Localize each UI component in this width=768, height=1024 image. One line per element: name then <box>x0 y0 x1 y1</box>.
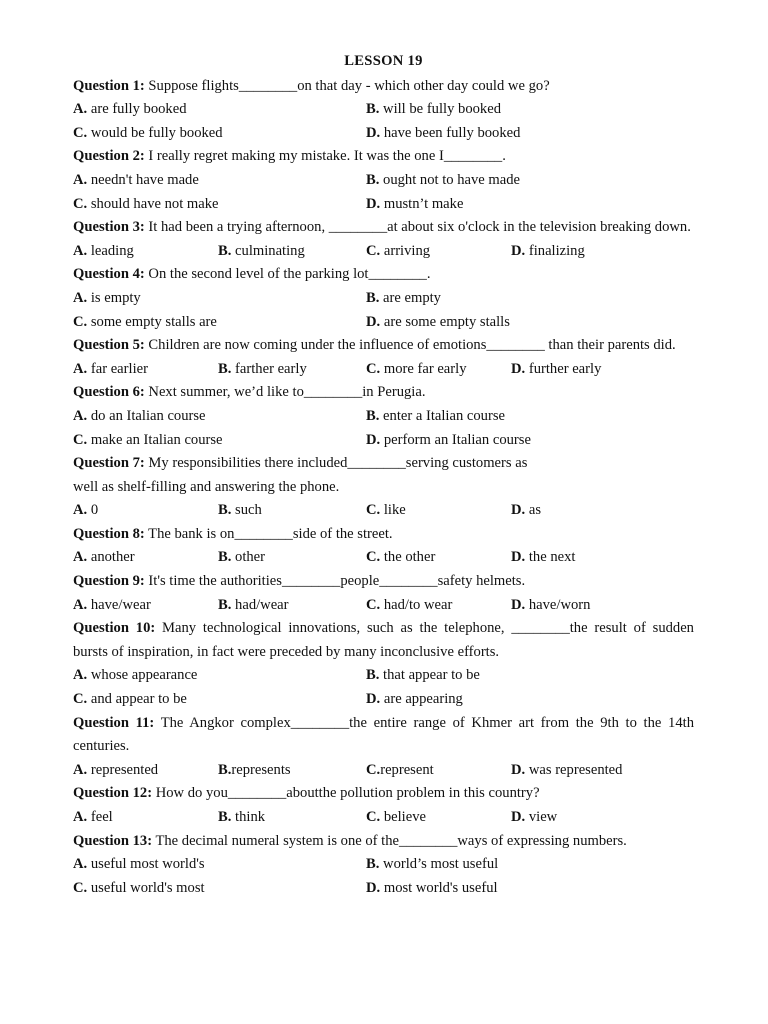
options-row <box>73 405 694 429</box>
option-letter: C. <box>366 596 381 613</box>
question-number: Question 12: <box>73 785 153 802</box>
answer-option-d <box>511 358 661 382</box>
answer-option-a <box>73 287 366 311</box>
question-number: Question 6: <box>73 384 145 401</box>
question-text: On the second level of the parking lot________. <box>144 266 431 283</box>
question-block <box>73 523 694 570</box>
options-row <box>73 193 694 217</box>
question-block <box>73 452 694 523</box>
question-block <box>73 263 694 334</box>
option-text: was represented <box>525 761 623 778</box>
answer-option-b <box>366 169 659 193</box>
option-text: represent <box>380 761 434 778</box>
option-text: are fully booked <box>87 101 187 118</box>
options-row <box>73 546 694 570</box>
option-letter: C. <box>366 809 381 825</box>
option-text: make an Italian course <box>87 431 223 448</box>
question-stem <box>73 830 694 854</box>
answer-option-d <box>511 806 661 830</box>
option-text: mustn’t make <box>380 195 464 212</box>
option-text: have/worn <box>525 596 591 613</box>
option-text: would be fully booked <box>87 124 223 141</box>
option-letter: C. <box>366 761 381 778</box>
option-letter: D. <box>366 431 381 448</box>
option-text: needn't have made <box>87 171 199 188</box>
options-row <box>73 98 694 122</box>
question-block <box>73 830 694 901</box>
option-text: as <box>525 502 542 519</box>
question-text: I really regret making my mistake. It was the one I________. <box>144 148 506 165</box>
question-number: Question 13: <box>73 832 153 849</box>
option-text: believe <box>380 809 426 825</box>
option-letter: C. <box>73 195 88 212</box>
question-stem <box>73 216 694 240</box>
option-letter: A. <box>73 171 88 188</box>
answer-option-d <box>366 193 659 217</box>
question-stem <box>73 617 694 664</box>
answer-option-c <box>366 358 511 382</box>
answer-option-a <box>73 240 218 264</box>
option-text: farther early <box>231 360 307 377</box>
worksheet-page <box>73 50 694 900</box>
option-letter: C. <box>366 502 381 519</box>
options-row <box>73 429 694 453</box>
option-letter: C. <box>73 313 88 330</box>
answer-option-c <box>366 546 511 570</box>
option-letter: C. <box>366 549 381 566</box>
option-letter: D. <box>511 809 526 825</box>
question-block <box>73 216 694 263</box>
question-number: Question 7: <box>73 455 145 472</box>
question-block <box>73 782 694 829</box>
option-letter: D. <box>511 242 526 259</box>
question-number: Question 1: <box>73 77 145 94</box>
question-stem <box>73 381 694 405</box>
option-text: had/to wear <box>380 596 453 613</box>
option-text: most world's useful <box>380 879 498 896</box>
answer-option-b <box>218 594 366 618</box>
options-row <box>73 806 694 830</box>
question-text: It's time the authorities________people________safety helmets. <box>144 573 526 590</box>
option-letter: D. <box>366 195 381 212</box>
answer-option-b <box>366 287 659 311</box>
answer-option-c <box>366 806 511 830</box>
option-letter: B. <box>366 171 380 188</box>
answer-option-b <box>366 664 659 688</box>
option-text: enter a Italian course <box>379 407 505 424</box>
question-text: Next summer, we’d like to________in Perugia. <box>144 384 426 401</box>
option-letter: D. <box>511 596 526 613</box>
option-letter: A. <box>73 667 88 684</box>
answer-option-c <box>366 240 511 264</box>
question-stem <box>73 452 694 476</box>
answer-option-a <box>73 759 218 783</box>
option-text: view <box>525 809 558 825</box>
option-text: feel <box>87 809 113 825</box>
option-letter: D. <box>366 879 381 896</box>
option-letter: D. <box>511 549 526 566</box>
question-stem <box>73 523 694 547</box>
question-stem <box>73 75 694 99</box>
answer-option-b <box>218 240 366 264</box>
option-letter: A. <box>73 761 88 778</box>
question-block <box>73 617 694 711</box>
option-letter: C. <box>73 431 88 448</box>
option-text: other <box>231 549 266 566</box>
option-text: arriving <box>380 242 431 259</box>
option-letter: A. <box>73 502 88 519</box>
options-row <box>73 358 694 382</box>
answer-option-b <box>218 358 366 382</box>
option-text: world’s most useful <box>379 856 499 873</box>
options-row <box>73 311 694 335</box>
option-letter: A. <box>73 360 88 377</box>
option-letter: A. <box>73 289 88 306</box>
option-text: are appearing <box>380 691 463 708</box>
question-text: The bank is on________side of the street. <box>144 525 393 542</box>
option-letter: A. <box>73 242 88 259</box>
option-text: whose appearance <box>87 667 198 684</box>
option-text: culminating <box>231 242 305 259</box>
answer-option-b <box>366 405 659 429</box>
answer-option-c <box>366 594 511 618</box>
option-letter: B. <box>218 761 232 778</box>
option-letter: A. <box>73 596 88 613</box>
options-row <box>73 499 694 523</box>
options-row <box>73 877 694 901</box>
option-letter: A. <box>73 809 88 825</box>
answer-option-d <box>366 877 659 901</box>
option-letter: B. <box>366 289 380 306</box>
question-text: The Angkor complex________the entire range of Khmer art from the 9th to the 14th centuries. <box>73 714 695 755</box>
answer-option-b <box>366 853 659 877</box>
option-text: represents <box>231 761 291 778</box>
answer-option-a <box>73 594 218 618</box>
answer-option-a <box>73 499 218 523</box>
lesson-title: LESSON 19 <box>344 53 423 69</box>
answer-option-d <box>511 594 661 618</box>
question-stem <box>73 570 694 594</box>
answer-option-b <box>218 546 366 570</box>
answer-option-d <box>366 429 659 453</box>
question-number: Question 8: <box>73 525 145 542</box>
question-list <box>73 75 694 901</box>
question-text: How do you________aboutthe pollution problem in this country? <box>152 785 540 802</box>
option-letter: B. <box>218 360 232 377</box>
option-text: have been fully booked <box>380 124 521 141</box>
question-number: Question 5: <box>73 337 145 354</box>
option-letter: D. <box>511 502 526 519</box>
option-text: like <box>380 502 406 519</box>
option-text: useful most world's <box>87 856 205 873</box>
option-text: are empty <box>379 289 441 306</box>
option-letter: B. <box>366 101 380 118</box>
answer-option-d <box>366 122 659 146</box>
answer-option-c <box>366 499 511 523</box>
answer-option-c <box>73 877 366 901</box>
option-letter: B. <box>366 667 380 684</box>
question-number: Question 3: <box>73 219 145 236</box>
option-text: further early <box>525 360 602 377</box>
option-letter: B. <box>366 856 380 873</box>
answer-option-c <box>73 122 366 146</box>
option-letter: B. <box>218 809 232 825</box>
question-block <box>73 381 694 452</box>
option-letter: C. <box>366 360 381 377</box>
option-letter: C. <box>366 242 381 259</box>
question-block <box>73 145 694 216</box>
option-text: another <box>87 549 135 566</box>
option-text: represented <box>87 761 159 778</box>
option-letter: B. <box>218 242 232 259</box>
option-letter: D. <box>511 761 526 778</box>
option-text: do an Italian course <box>87 407 206 424</box>
answer-option-d <box>511 499 661 523</box>
question-number: Question 11: <box>73 714 155 731</box>
answer-option-d <box>366 688 659 712</box>
option-letter: D. <box>366 691 381 708</box>
question-stem <box>73 782 694 806</box>
question-text: Suppose flights________on that day - which other day could we go? <box>144 77 550 94</box>
option-text: had/wear <box>231 596 289 613</box>
option-text: is empty <box>87 289 141 306</box>
option-text: have/wear <box>87 596 151 613</box>
option-text: more far early <box>380 360 467 377</box>
question-stem <box>73 712 694 759</box>
answer-option-a <box>73 806 218 830</box>
answer-option-a <box>73 98 366 122</box>
option-letter: C. <box>73 691 88 708</box>
answer-option-a <box>73 358 218 382</box>
options-row <box>73 122 694 146</box>
answer-option-d <box>511 759 661 783</box>
question-block <box>73 712 694 783</box>
question-text: It had been a trying afternoon, ________at about six o'clock in the television breaking down. <box>144 219 691 236</box>
question-stem <box>73 334 694 358</box>
option-letter: D. <box>366 313 381 330</box>
question-text: Children are now coming under the influence of emotions________ than their parents did. <box>144 337 676 354</box>
option-text: far earlier <box>87 360 148 377</box>
options-row <box>73 664 694 688</box>
options-row <box>73 759 694 783</box>
option-letter: D. <box>366 124 381 141</box>
answer-option-b <box>218 806 366 830</box>
option-text: such <box>231 502 262 519</box>
options-row <box>73 240 694 264</box>
question-number: Question 9: <box>73 573 145 590</box>
answer-option-d <box>366 311 659 335</box>
option-text: the next <box>525 549 576 566</box>
option-letter: B. <box>366 407 380 424</box>
question-block <box>73 75 694 146</box>
option-text: should have not make <box>87 195 219 212</box>
answer-option-d <box>511 546 661 570</box>
answer-option-c <box>73 193 366 217</box>
options-row <box>73 688 694 712</box>
answer-option-c <box>73 311 366 335</box>
answer-option-a <box>73 546 218 570</box>
answer-option-a <box>73 169 366 193</box>
answer-option-c <box>366 759 511 783</box>
option-letter: B. <box>218 596 232 613</box>
option-letter: D. <box>511 360 526 377</box>
answer-option-a <box>73 664 366 688</box>
answer-option-b <box>366 98 659 122</box>
question-text: Many technological innovations, such as the telephone, ________the result of sudden bursts of inspiration, in fact were preceded by many inconclusive efforts. <box>73 620 694 660</box>
option-text: ought not to have made <box>379 171 521 188</box>
option-text: that appear to be <box>379 667 480 684</box>
answer-option-b <box>218 759 366 783</box>
option-letter: B. <box>218 549 232 566</box>
answer-option-b <box>218 499 366 523</box>
answer-option-c <box>73 688 366 712</box>
option-letter: C. <box>73 124 88 141</box>
option-text: finalizing <box>525 242 585 259</box>
answer-option-a <box>73 853 366 877</box>
option-text: are some empty stalls <box>380 313 510 330</box>
option-text: 0 <box>87 502 99 519</box>
question-number: Question 4: <box>73 266 145 283</box>
question-block <box>73 334 694 381</box>
question-block <box>73 570 694 617</box>
option-letter: C. <box>73 879 88 896</box>
options-row <box>73 594 694 618</box>
option-letter: B. <box>218 502 232 519</box>
options-row <box>73 853 694 877</box>
option-text: some empty stalls are <box>87 313 217 330</box>
question-number: Question 10: <box>73 620 156 637</box>
answer-option-d <box>511 240 661 264</box>
option-letter: A. <box>73 407 88 424</box>
question-text: My responsibilities there included________serving customers as <box>144 455 528 472</box>
question-number: Question 2: <box>73 148 145 165</box>
option-letter: A. <box>73 856 88 873</box>
option-text: the other <box>380 549 436 566</box>
question-stem <box>73 263 694 287</box>
option-text: think <box>231 809 266 825</box>
option-text: perform an Italian course <box>380 431 531 448</box>
option-text: will be fully booked <box>379 101 501 118</box>
answer-option-c <box>73 429 366 453</box>
question-text-continued: well as shelf-filling and answering the phone. <box>73 478 340 495</box>
option-text: useful world's most <box>87 879 205 896</box>
options-row <box>73 287 694 311</box>
option-text: and appear to be <box>87 691 187 708</box>
answer-option-a <box>73 405 366 429</box>
question-text: The decimal numeral system is one of the________ways of expressing numbers. <box>152 832 627 849</box>
option-text: leading <box>87 242 134 259</box>
question-stem <box>73 145 694 169</box>
option-letter: A. <box>73 101 88 118</box>
option-letter: A. <box>73 549 88 566</box>
options-row <box>73 169 694 193</box>
